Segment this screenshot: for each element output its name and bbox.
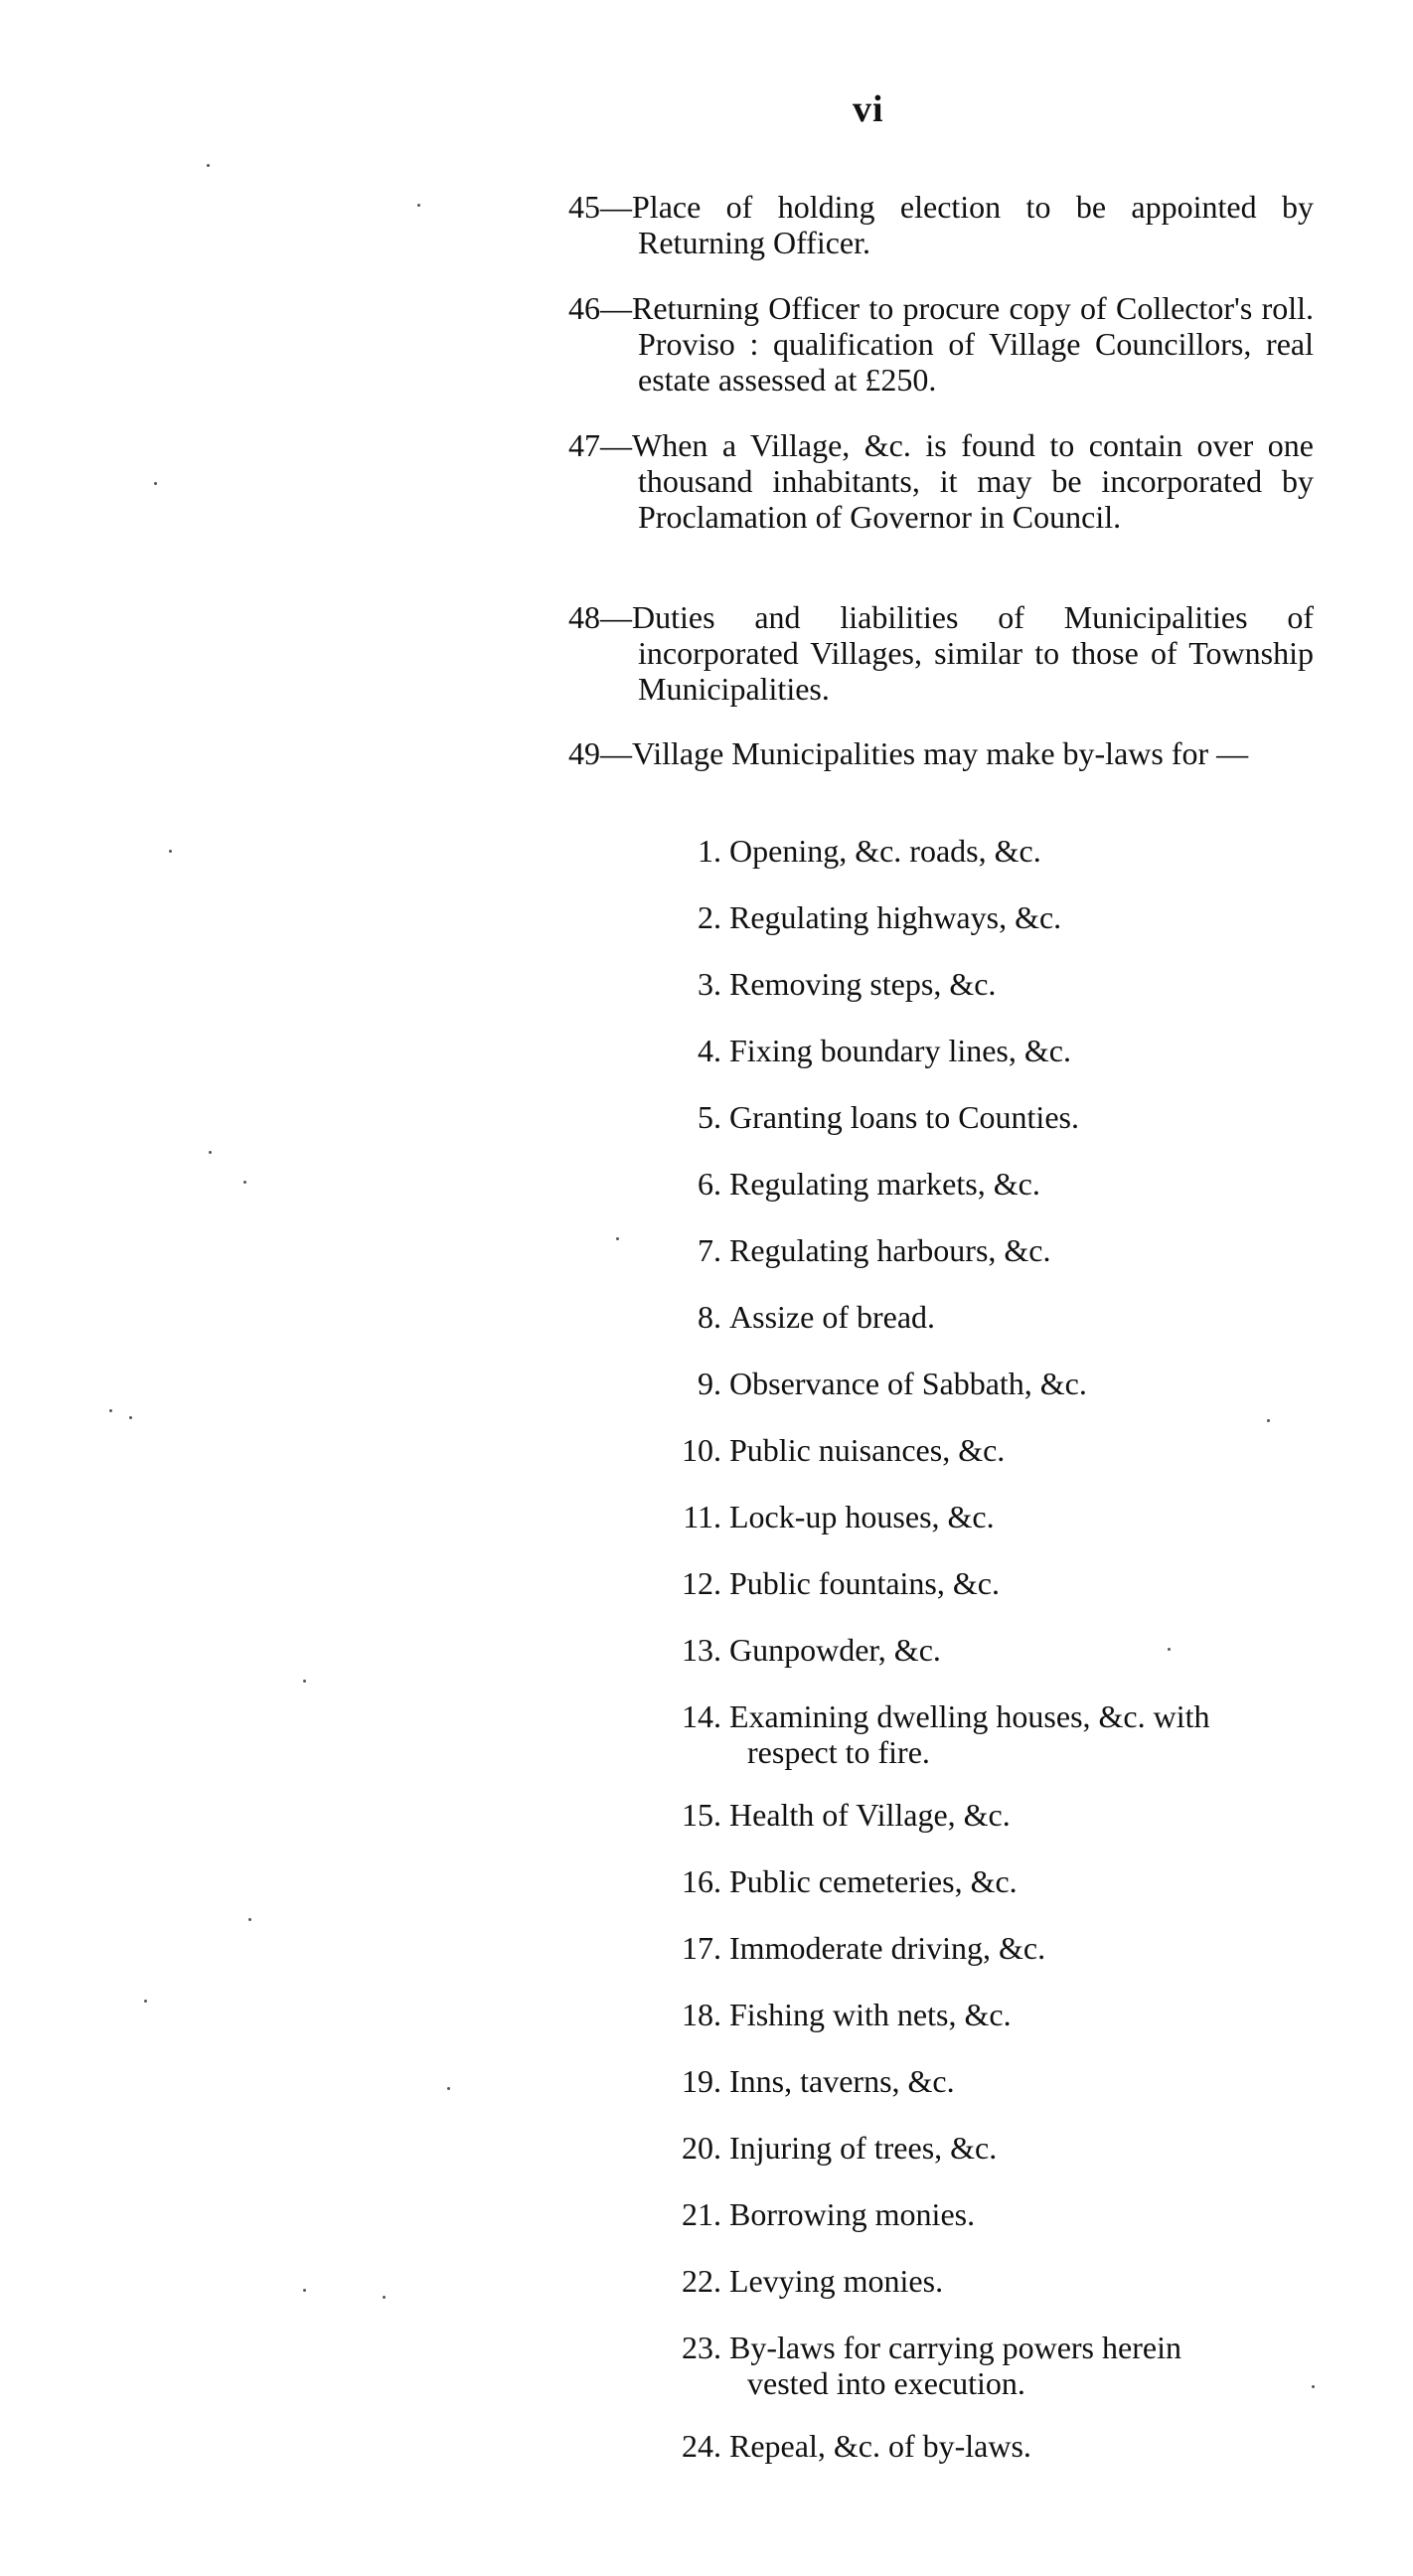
list-item	[656, 1930, 1332, 1966]
scan-speck	[129, 1416, 132, 1419]
list-item	[656, 1797, 1332, 1833]
item-number: 8.	[698, 1299, 721, 1335]
item-number: 20.	[682, 2130, 721, 2166]
item-number: 4.	[698, 1033, 721, 1068]
list-item	[656, 966, 1332, 1002]
item-number: 7.	[698, 1232, 721, 1268]
item-text: Repeal, &c. of by-laws.	[729, 2428, 1031, 2464]
list-item	[656, 1432, 1332, 1468]
list-item	[656, 1863, 1332, 1899]
scan-speck	[1312, 2385, 1315, 2388]
section-text: 48—Duties and liabilities of Municipalities of incorporated Villages, similar to those of Township Municipalities.	[568, 599, 1314, 707]
list-item	[656, 1099, 1332, 1135]
item-continuation: respect to fire.	[747, 1734, 930, 1770]
section-48	[568, 599, 1314, 707]
item-number: 19.	[682, 2063, 721, 2099]
list-item	[656, 2063, 1332, 2099]
section-47	[568, 427, 1314, 535]
scan-speck	[154, 482, 157, 485]
section-text: 47—When a Village, &c. is found to contain over one thousand inhabitants, it may be incorporated by Proclamation of Governor in Council.	[568, 427, 1314, 535]
section-text: 49—Village Municipalities may make by-laws for —	[568, 735, 1249, 771]
item-text: Granting loans to Counties.	[729, 1099, 1079, 1135]
item-text: Gunpowder, &c.	[729, 1632, 941, 1668]
item-number: 23.	[682, 2330, 721, 2365]
list-item	[656, 1166, 1332, 1202]
item-number: 13.	[682, 1632, 721, 1668]
scan-speck	[303, 1680, 306, 1683]
list-item	[656, 899, 1332, 935]
list-item	[656, 1698, 1332, 1770]
scan-speck	[243, 1181, 246, 1184]
item-number: 3.	[698, 966, 721, 1002]
scan-speck	[209, 1151, 212, 1154]
item-number: 11.	[683, 1499, 721, 1534]
list-item	[656, 833, 1332, 869]
item-text: Fishing with nets, &c.	[729, 1997, 1012, 2032]
section-text: 46—Returning Officer to procure copy of Collector's roll. Proviso : qualification of Village Councillors, real estate assessed at £250.	[568, 290, 1314, 398]
section-text: 45—Place of holding election to be appointed by Returning Officer.	[568, 189, 1314, 260]
item-number: 5.	[698, 1099, 721, 1135]
list-item	[656, 1366, 1332, 1401]
item-text: Opening, &c. roads, &c.	[729, 833, 1041, 869]
item-text: Injuring of trees, &c.	[729, 2130, 998, 2166]
list-item	[656, 1033, 1332, 1068]
item-number: 22.	[682, 2263, 721, 2299]
item-text: Public cemeteries, &c.	[729, 1863, 1018, 1899]
section-49	[568, 735, 1314, 771]
item-number: 2.	[698, 899, 721, 935]
item-number: 12.	[682, 1565, 721, 1601]
item-text: Immoderate driving, &c.	[729, 1930, 1046, 1966]
section-45	[568, 189, 1314, 260]
list-item	[656, 2428, 1332, 2464]
item-number: 6.	[698, 1166, 721, 1202]
list-item	[656, 1565, 1332, 1601]
scan-speck	[1168, 1648, 1171, 1651]
list-item	[656, 2196, 1332, 2232]
list-item	[656, 1299, 1332, 1335]
item-text: Public fountains, &c.	[729, 1565, 1000, 1601]
item-number: 14.	[682, 1698, 721, 1734]
item-text: Regulating markets, &c.	[729, 1166, 1040, 1202]
item-text: Borrowing monies.	[729, 2196, 976, 2232]
section-46	[568, 290, 1314, 398]
list-item	[656, 2330, 1332, 2401]
item-text: Fixing boundary lines, &c.	[729, 1033, 1071, 1068]
list-item	[656, 2263, 1332, 2299]
scan-speck	[207, 164, 210, 167]
item-number: 15.	[682, 1797, 721, 1833]
item-number: 21.	[682, 2196, 721, 2232]
scan-speck	[303, 2289, 306, 2292]
item-text: By-laws for carrying powers herein	[729, 2330, 1181, 2365]
item-text: Levying monies.	[729, 2263, 944, 2299]
list-item	[656, 2130, 1332, 2166]
list-item	[656, 1499, 1332, 1534]
item-text: Observance of Sabbath, &c.	[729, 1366, 1087, 1401]
item-number: 16.	[682, 1863, 721, 1899]
item-number: 17.	[682, 1930, 721, 1966]
scan-speck	[447, 2087, 450, 2090]
page-number: vi	[853, 88, 884, 130]
item-number: 10.	[682, 1432, 721, 1468]
item-text: Health of Village, &c.	[729, 1797, 1011, 1833]
item-text: Removing steps, &c.	[729, 966, 997, 1002]
list-item	[656, 1632, 1332, 1668]
scan-speck	[109, 1409, 112, 1412]
scan-speck	[144, 2000, 147, 2003]
item-number: 24.	[682, 2428, 721, 2464]
item-text: Public nuisances, &c.	[729, 1432, 1006, 1468]
item-text: Regulating highways, &c.	[729, 899, 1062, 935]
item-text: Assize of bread.	[729, 1299, 936, 1335]
item-number: 1.	[698, 833, 721, 869]
list-item	[656, 1997, 1332, 2032]
scan-speck	[417, 204, 420, 207]
scan-speck	[616, 1237, 619, 1240]
item-continuation: vested into execution.	[747, 2365, 1025, 2401]
list-item	[656, 1232, 1332, 1268]
item-text: Lock-up houses, &c.	[729, 1499, 995, 1534]
scan-speck	[169, 850, 172, 853]
scan-speck	[1267, 1419, 1270, 1422]
item-text: Regulating harbours, &c.	[729, 1232, 1051, 1268]
scan-speck	[383, 2296, 386, 2299]
scan-speck	[248, 1918, 251, 1921]
item-number: 9.	[698, 1366, 721, 1401]
item-text: Examining dwelling houses, &c. with	[729, 1698, 1210, 1734]
item-number: 18.	[682, 1997, 721, 2032]
item-text: Inns, taverns, &c.	[729, 2063, 955, 2099]
